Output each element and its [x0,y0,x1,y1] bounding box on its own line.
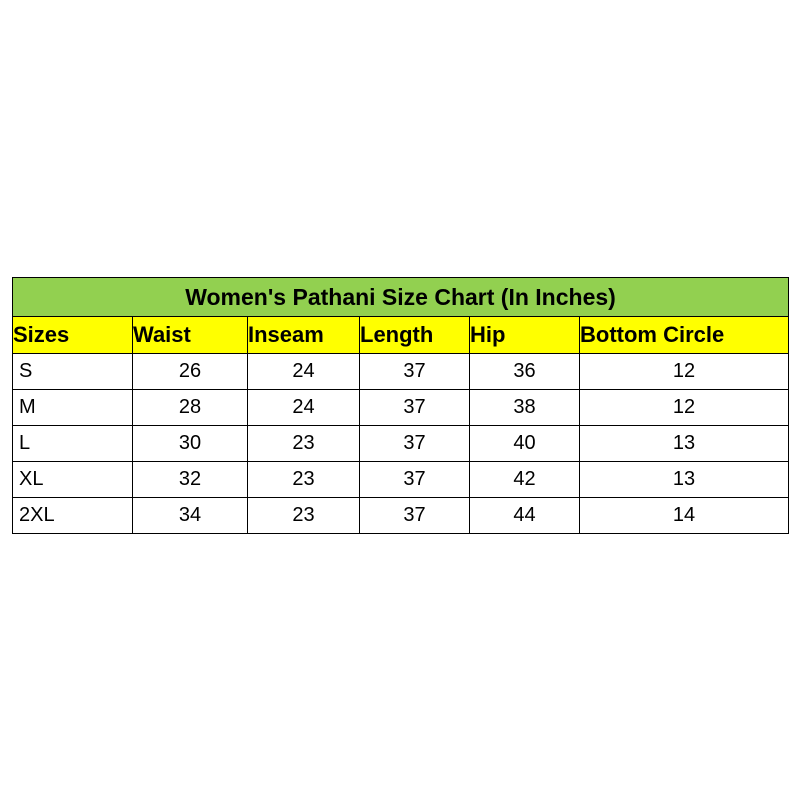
cell-size: S [13,354,133,390]
cell-hip: 44 [470,498,580,534]
cell-inseam: 24 [248,390,360,426]
cell-length: 37 [360,498,470,534]
table-row [13,390,789,426]
table-row [13,498,789,534]
cell-inseam: 23 [248,426,360,462]
cell-waist: 32 [133,462,248,498]
cell-length: 37 [360,462,470,498]
cell-waist: 26 [133,354,248,390]
table-title-row [13,278,789,317]
cell-waist: 28 [133,390,248,426]
table-row [13,426,789,462]
cell-hip: 38 [470,390,580,426]
column-header-bottom-circle: Bottom Circle [580,317,789,354]
column-header-inseam: Inseam [248,317,360,354]
cell-bottom-circle: 13 [580,462,789,498]
cell-length: 37 [360,354,470,390]
table-row [13,462,789,498]
cell-waist: 30 [133,426,248,462]
cell-waist: 34 [133,498,248,534]
chart-title: Women's Pathani Size Chart (In Inches) [13,278,789,317]
cell-inseam: 24 [248,354,360,390]
cell-inseam: 23 [248,462,360,498]
cell-length: 37 [360,390,470,426]
cell-inseam: 23 [248,498,360,534]
column-header-sizes: Sizes [13,317,133,354]
size-chart-container [12,277,788,534]
cell-hip: 42 [470,462,580,498]
size-chart-table [12,277,789,534]
cell-size: M [13,390,133,426]
cell-bottom-circle: 12 [580,354,789,390]
cell-bottom-circle: 12 [580,390,789,426]
cell-hip: 40 [470,426,580,462]
cell-size: L [13,426,133,462]
column-header-hip: Hip [470,317,580,354]
cell-bottom-circle: 14 [580,498,789,534]
table-row [13,354,789,390]
cell-hip: 36 [470,354,580,390]
table-header-row [13,317,789,354]
column-header-waist: Waist [133,317,248,354]
cell-length: 37 [360,426,470,462]
cell-size: 2XL [13,498,133,534]
cell-bottom-circle: 13 [580,426,789,462]
column-header-length: Length [360,317,470,354]
cell-size: XL [13,462,133,498]
